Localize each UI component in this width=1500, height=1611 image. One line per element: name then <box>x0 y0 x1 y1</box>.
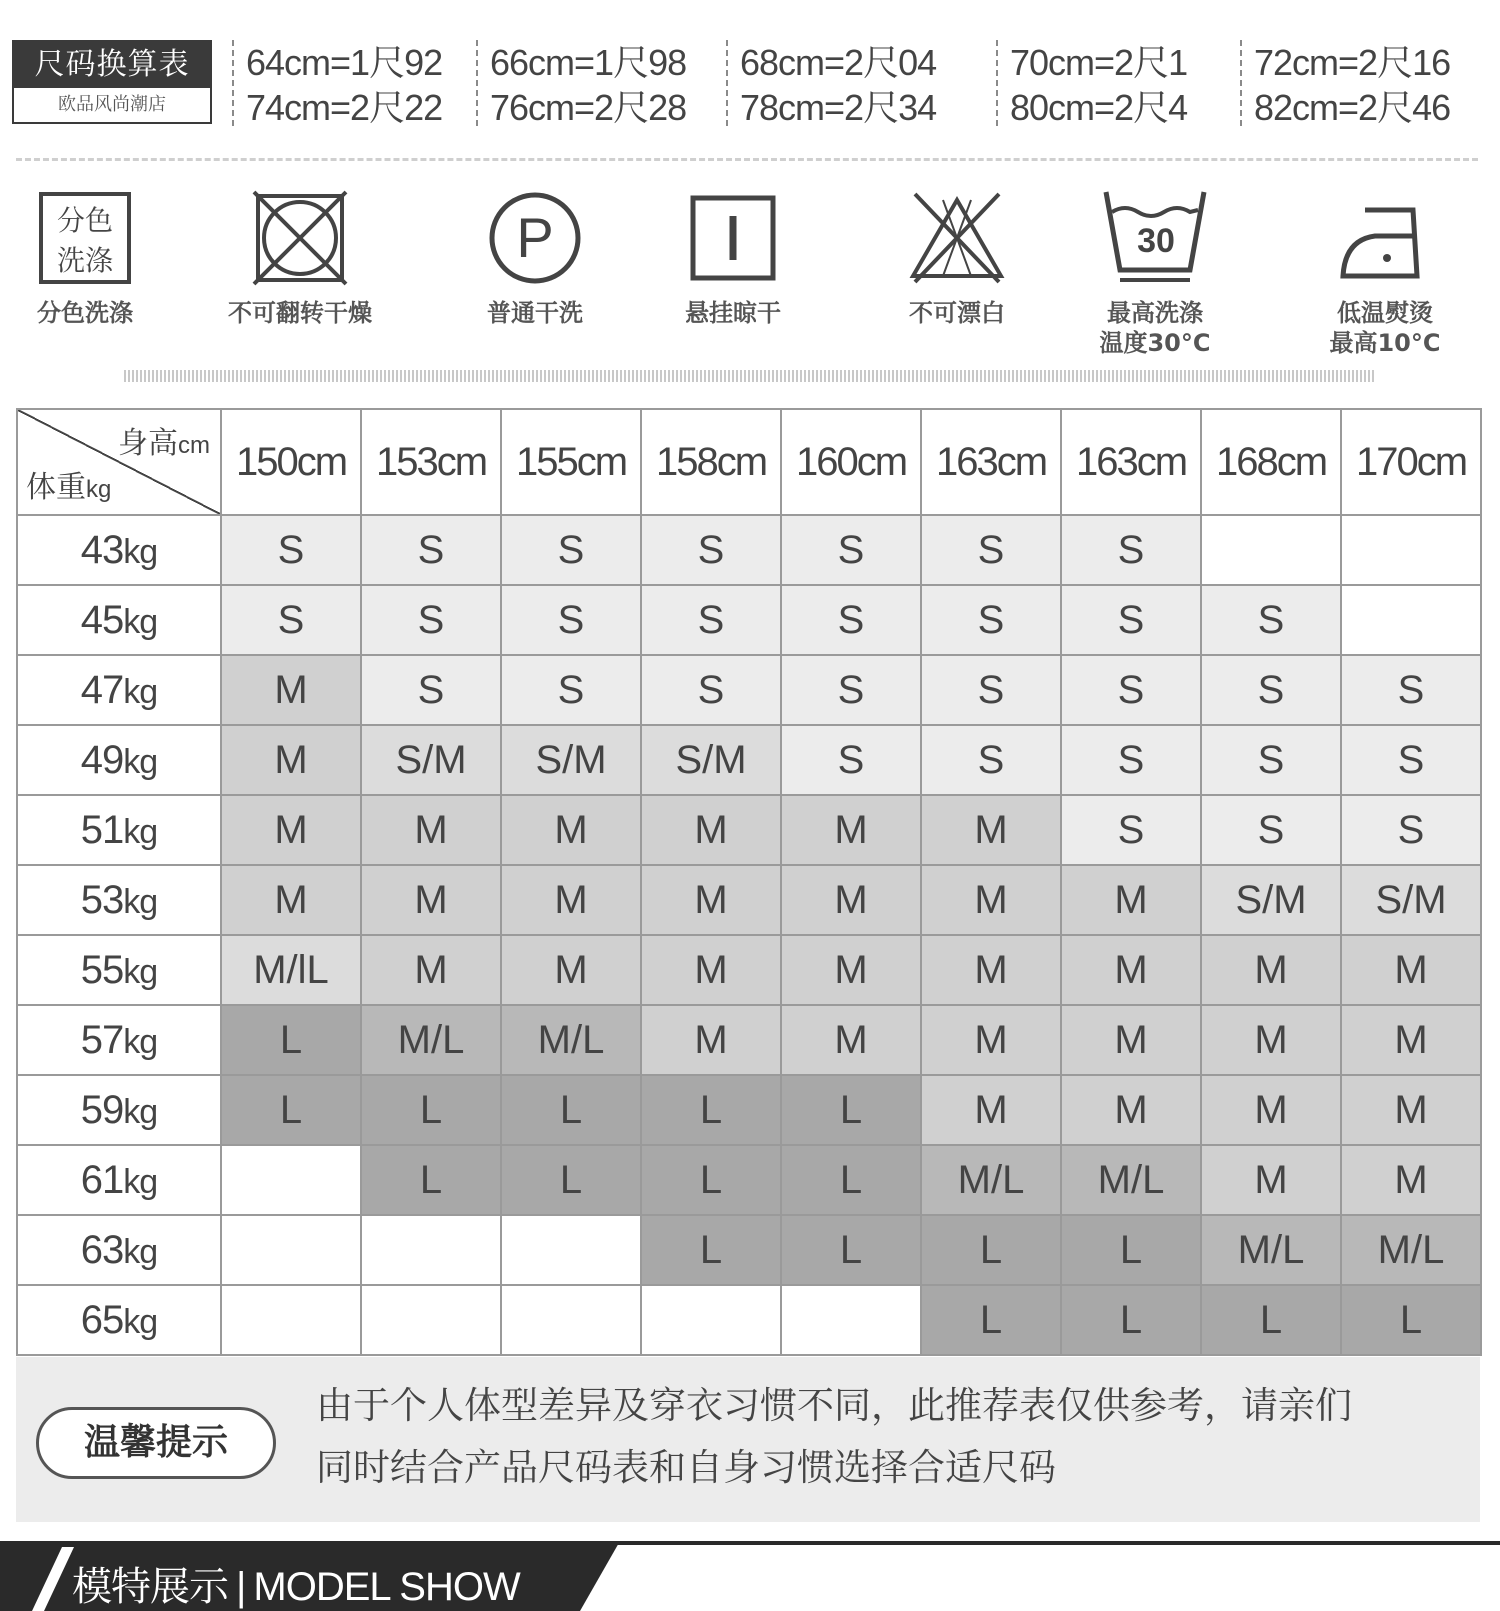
size-cell: S <box>641 585 781 655</box>
weight-cell: 65kg <box>17 1285 221 1355</box>
size-cell: S <box>921 515 1061 585</box>
size-cell: S <box>221 585 361 655</box>
care-item-wash-30 <box>1050 188 1260 358</box>
table-row <box>17 1145 1481 1215</box>
table-row <box>17 725 1481 795</box>
size-cell: L <box>781 1145 921 1215</box>
table-row <box>17 1075 1481 1145</box>
size-cell: S <box>361 655 501 725</box>
size-cell: L <box>641 1215 781 1285</box>
size-cell: M/L <box>1061 1145 1201 1215</box>
size-cell <box>1201 515 1341 585</box>
size-cell: M <box>1061 935 1201 1005</box>
size-cell: S <box>1201 725 1341 795</box>
size-cell: M <box>921 865 1061 935</box>
size-cell: M/L <box>921 1145 1061 1215</box>
size-cell: S <box>1201 795 1341 865</box>
size-cell: S <box>1061 795 1201 865</box>
size-cell: M <box>1201 1145 1341 1215</box>
size-cell: L <box>221 1075 361 1145</box>
weight-cell: 49kg <box>17 725 221 795</box>
care-item-no-bleach <box>852 188 1062 328</box>
table-row <box>17 1215 1481 1285</box>
size-cell <box>1341 515 1481 585</box>
height-header: 158cm <box>641 409 781 515</box>
weight-cell: 53kg <box>17 865 221 935</box>
table-corner-cell <box>17 409 221 515</box>
size-cell: L <box>221 1005 361 1075</box>
size-cell <box>641 1285 781 1355</box>
no-bleach-icon <box>907 188 1007 288</box>
size-cell <box>361 1215 501 1285</box>
size-cell: S <box>781 515 921 585</box>
size-cell: S <box>1061 725 1201 795</box>
care-label: 温度30°C <box>1099 329 1211 357</box>
no-tumble-dry-icon <box>250 188 350 288</box>
size-cell: M <box>1201 935 1341 1005</box>
size-cell: S <box>1061 585 1201 655</box>
size-cell: L <box>1201 1285 1341 1355</box>
weight-cell: 57kg <box>17 1005 221 1075</box>
size-cell: S <box>1341 725 1481 795</box>
size-cell: L <box>1061 1285 1201 1355</box>
size-cell: S <box>641 655 781 725</box>
weight-cell: 61kg <box>17 1145 221 1215</box>
size-cell <box>361 1285 501 1355</box>
size-cell: M/L <box>1341 1215 1481 1285</box>
size-cell: M <box>1061 1075 1201 1145</box>
care-label: 分色洗涤 <box>37 299 133 327</box>
height-header: 153cm <box>361 409 501 515</box>
height-header: 163cm <box>921 409 1061 515</box>
size-cell: L <box>1061 1215 1201 1285</box>
size-cell: L <box>361 1075 501 1145</box>
size-cell: M <box>921 1005 1061 1075</box>
wash-30-icon <box>1100 188 1210 288</box>
conversion-value: 74cm=2尺22 <box>246 87 443 128</box>
size-cell: S <box>361 515 501 585</box>
size-cell: L <box>781 1075 921 1145</box>
tip-panel <box>16 1357 1480 1522</box>
size-cell: S <box>501 585 641 655</box>
size-cell: M <box>1341 1145 1481 1215</box>
size-cell: M <box>781 795 921 865</box>
size-cell: M/L <box>501 1005 641 1075</box>
icon-text: 30 <box>1137 222 1175 260</box>
color-separate-wash-icon <box>35 188 135 288</box>
size-cell: L <box>781 1215 921 1285</box>
size-cell <box>221 1215 361 1285</box>
size-cell: M/L <box>1201 1215 1341 1285</box>
model-show-title: 模特展示 | MODEL SHOW <box>72 1565 520 1609</box>
tip-badge: 温馨提示 <box>36 1407 276 1479</box>
model-show-bar <box>0 1541 1500 1611</box>
size-cell: M/L <box>361 1005 501 1075</box>
conversion-value: 80cm=2尺4 <box>1010 87 1188 128</box>
size-cell: M <box>641 1005 781 1075</box>
size-cell: M <box>921 1075 1061 1145</box>
size-cell: S <box>501 655 641 725</box>
dry-clean-p-icon <box>485 188 585 288</box>
size-cell: S <box>921 725 1061 795</box>
weight-cell: 63kg <box>17 1215 221 1285</box>
size-cell: L <box>501 1075 641 1145</box>
size-cell: L <box>641 1145 781 1215</box>
size-cell: L <box>1341 1285 1481 1355</box>
size-cell: M <box>501 865 641 935</box>
conversion-value: 78cm=2尺34 <box>740 87 937 128</box>
conversion-value: 82cm=2尺46 <box>1254 87 1451 128</box>
size-cell <box>1341 585 1481 655</box>
size-cell: S/M <box>1341 865 1481 935</box>
size-cell: M <box>1201 1005 1341 1075</box>
size-cell: M <box>361 865 501 935</box>
care-label: 低温熨烫 <box>1337 299 1433 327</box>
shop-name: 欧品风尚潮店 <box>58 94 166 115</box>
size-cell: M/lL <box>221 935 361 1005</box>
weight-axis-label: 体重kg <box>26 471 112 504</box>
conversion-column-4 <box>996 40 1187 126</box>
size-cell: S/M <box>501 725 641 795</box>
table-row <box>17 515 1481 585</box>
hatched-divider <box>124 370 1374 382</box>
size-cell: S <box>781 655 921 725</box>
table-row <box>17 865 1481 935</box>
size-cell: S <box>641 515 781 585</box>
size-cell: S/M <box>361 725 501 795</box>
size-cell: M <box>921 935 1061 1005</box>
conversion-value: 70cm=2尺1 <box>1010 42 1188 83</box>
height-header: 160cm <box>781 409 921 515</box>
conversion-column-3 <box>726 40 936 126</box>
size-cell: M <box>1201 1075 1341 1145</box>
height-header: 150cm <box>221 409 361 515</box>
table-row <box>17 1005 1481 1075</box>
table-row <box>17 1285 1481 1355</box>
table-header-row <box>17 409 1481 515</box>
size-cell: M <box>641 865 781 935</box>
table-body <box>17 515 1481 1355</box>
size-cell: S <box>361 585 501 655</box>
size-cell: S <box>1341 655 1481 725</box>
size-cell: M <box>1061 865 1201 935</box>
tip-line: 由于个人体型差异及穿衣习惯不同，此推荐表仅供参考，请亲们 <box>316 1384 1352 1427</box>
size-cell: M <box>501 935 641 1005</box>
size-cell: M <box>781 865 921 935</box>
height-axis-label: 身高cm <box>118 427 210 460</box>
size-cell: M <box>1341 935 1481 1005</box>
size-cell <box>501 1215 641 1285</box>
size-cell: M <box>1341 1005 1481 1075</box>
icon-text: 洗涤 <box>56 244 114 277</box>
size-cell <box>501 1285 641 1355</box>
size-cell: M <box>501 795 641 865</box>
size-cell: M <box>1341 1075 1481 1145</box>
size-cell: M <box>221 865 361 935</box>
care-label: 悬挂晾干 <box>685 299 781 327</box>
conversion-value: 66cm=1尺98 <box>490 42 687 83</box>
icon-text: 分色 <box>56 204 114 237</box>
size-cell <box>221 1145 361 1215</box>
size-cell: S <box>1061 655 1201 725</box>
care-label: 普通干洗 <box>487 299 583 327</box>
size-cell: S <box>781 725 921 795</box>
iron-low-icon <box>1335 188 1435 288</box>
size-cell: L <box>921 1285 1061 1355</box>
height-header: 163cm <box>1061 409 1201 515</box>
care-label: 最高10°C <box>1329 329 1441 357</box>
weight-cell: 59kg <box>17 1075 221 1145</box>
care-label: 不可漂白 <box>909 299 1005 327</box>
conversion-column-5 <box>1240 40 1450 126</box>
size-cell: M <box>781 935 921 1005</box>
conversion-value: 64cm=1尺92 <box>246 42 443 83</box>
conversion-value: 68cm=2尺04 <box>740 42 937 83</box>
tip-text <box>316 1375 1456 1499</box>
size-cell: M <box>221 655 361 725</box>
height-header: 155cm <box>501 409 641 515</box>
table-row <box>17 655 1481 725</box>
weight-cell: 47kg <box>17 655 221 725</box>
care-item-no-tumble-dry <box>195 188 405 328</box>
size-cell: S/M <box>1201 865 1341 935</box>
size-cell: S/M <box>641 725 781 795</box>
size-cell: S <box>781 585 921 655</box>
tip-line: 同时结合产品尺码表和自身习惯选择合适尺码 <box>316 1446 1056 1489</box>
conversion-value: 72cm=2尺16 <box>1254 42 1451 83</box>
care-label: 最高洗涤 <box>1107 299 1203 327</box>
height-header: 168cm <box>1201 409 1341 515</box>
size-cell: S <box>1201 655 1341 725</box>
hang-dry-icon <box>683 188 783 288</box>
divider <box>16 158 1478 161</box>
conversion-title: 尺码换算表 <box>14 42 210 88</box>
size-cell: S <box>1341 795 1481 865</box>
size-cell: M <box>921 795 1061 865</box>
size-cell: M <box>1061 1005 1201 1075</box>
weight-cell: 51kg <box>17 795 221 865</box>
icon-text: P <box>516 206 554 269</box>
size-cell: S <box>921 655 1061 725</box>
care-label: 不可翻转干燥 <box>228 299 372 327</box>
weight-cell: 55kg <box>17 935 221 1005</box>
size-cell: M <box>361 935 501 1005</box>
size-cell: L <box>501 1145 641 1215</box>
size-cell: M <box>361 795 501 865</box>
table-row <box>17 935 1481 1005</box>
conversion-column-1 <box>232 40 442 126</box>
size-cell: M <box>221 795 361 865</box>
size-cell: L <box>641 1075 781 1145</box>
care-item-dry-clean <box>430 188 640 328</box>
conversion-table-label <box>12 40 212 124</box>
size-cell <box>221 1285 361 1355</box>
size-cell <box>781 1285 921 1355</box>
size-cell: S <box>501 515 641 585</box>
size-cell: M <box>781 1005 921 1075</box>
size-cell: L <box>921 1215 1061 1285</box>
weight-cell: 45kg <box>17 585 221 655</box>
care-item-color-wash <box>0 188 190 328</box>
size-cell: S <box>1061 515 1201 585</box>
size-cell: M <box>641 935 781 1005</box>
size-recommendation-table <box>16 408 1482 1356</box>
size-cell: S <box>221 515 361 585</box>
conversion-column-2 <box>476 40 686 126</box>
table-row <box>17 795 1481 865</box>
weight-cell: 43kg <box>17 515 221 585</box>
conversion-value: 76cm=2尺28 <box>490 87 687 128</box>
size-cell: S <box>921 585 1061 655</box>
size-cell: S <box>1201 585 1341 655</box>
table-row <box>17 585 1481 655</box>
size-cell: M <box>641 795 781 865</box>
size-cell: L <box>361 1145 501 1215</box>
care-item-hang-dry <box>628 188 838 328</box>
height-header: 170cm <box>1341 409 1481 515</box>
size-cell: M <box>221 725 361 795</box>
care-item-iron-low <box>1280 188 1490 358</box>
